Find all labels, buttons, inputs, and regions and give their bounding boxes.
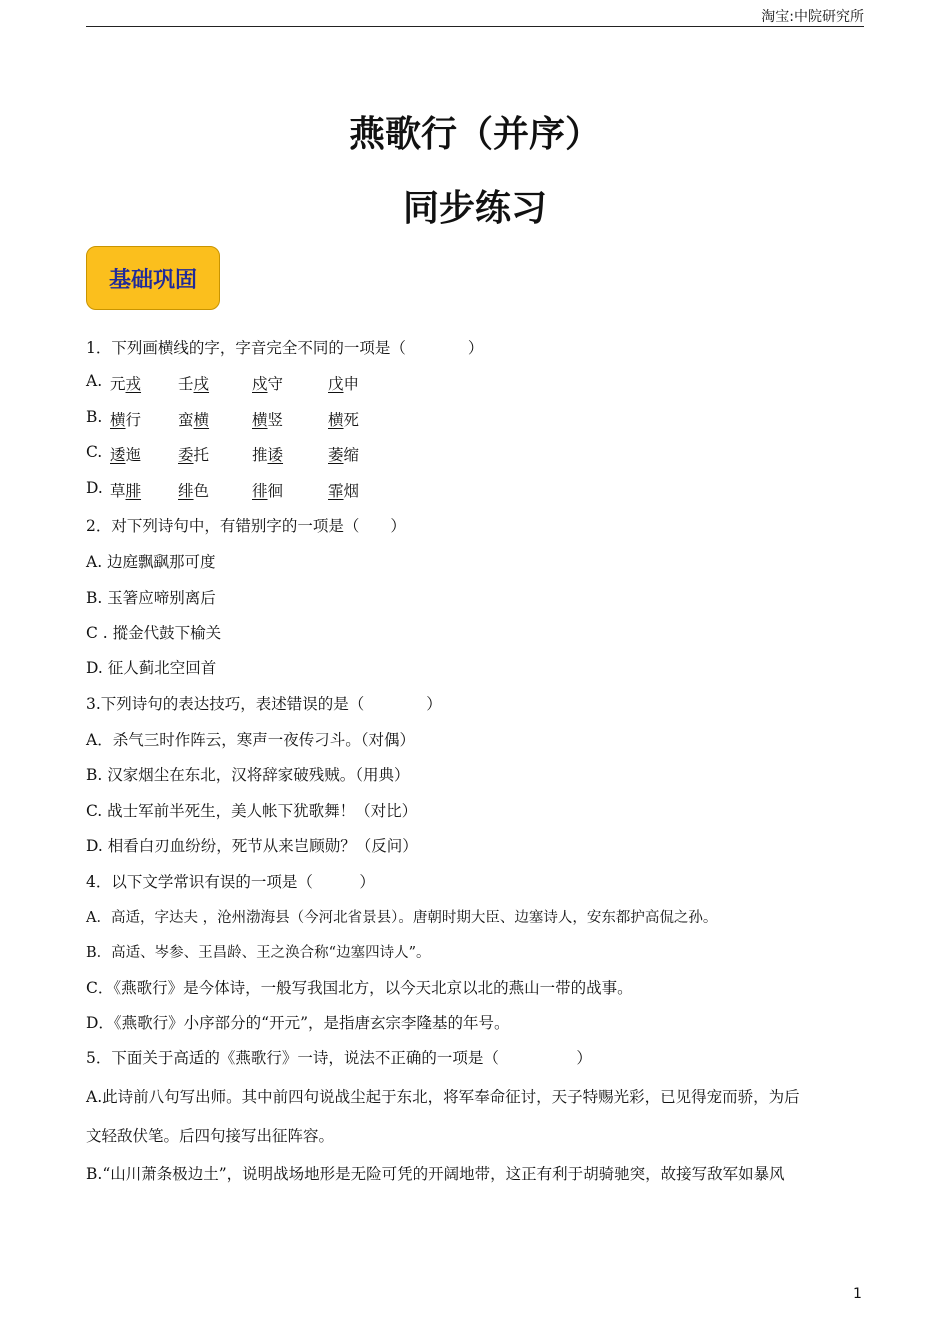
question-3-option-a: A．杀气三时作阵云，寒声一夜传刁斗。（对偶） bbox=[86, 731, 415, 749]
option-word: 蛮横 bbox=[178, 411, 210, 429]
page-header bbox=[86, 6, 864, 27]
question-2-option-b: B. 玉箸应啼别离后 bbox=[86, 589, 216, 607]
question-1-option-d bbox=[86, 479, 360, 500]
option-word: 横竖 bbox=[252, 411, 284, 429]
question-5-stem: 5．下面关于高适的《燕歌行》一诗，说法不正确的一项是（ ） bbox=[86, 1049, 592, 1067]
option-prefix: A. bbox=[86, 372, 103, 390]
option-word: 推诿 bbox=[252, 446, 284, 464]
question-1-option-a bbox=[86, 372, 360, 393]
question-1-option-b bbox=[86, 408, 360, 429]
section-badge bbox=[86, 246, 220, 310]
question-4-option-b: B．高适、岑参、王昌龄、王之涣合称“边塞四诗人”。 bbox=[86, 945, 431, 961]
question-4-option-c: C．《燕歌行》是今体诗，一般写我国北方，以今天北京以北的燕山一带的战事。 bbox=[86, 979, 633, 997]
question-3-option-b: B. 汉家烟尘在东北，汉将辞家破残贼。（用典） bbox=[86, 766, 410, 784]
question-5-option-a-line2: 文轻敌伏笔。后四句接写出征阵容。 bbox=[86, 1127, 335, 1145]
header-text: 淘宝:中院研究所 bbox=[761, 9, 864, 25]
question-3-option-c: C. 战士军前半死生，美人帐下犹歌舞！（对比） bbox=[86, 802, 418, 820]
option-word: 壬戌 bbox=[178, 375, 210, 393]
option-word: 元戎 bbox=[110, 375, 142, 393]
option-word: 戊申 bbox=[328, 375, 360, 393]
question-4-option-d: D．《燕歌行》小序部分的“开元”，是指唐玄宗李隆基的年号。 bbox=[86, 1014, 510, 1032]
option-prefix: D. bbox=[86, 479, 103, 497]
page-title: 燕歌行（并序） bbox=[348, 114, 601, 155]
option-word: 逶迤 bbox=[110, 446, 142, 464]
question-3-stem: 3.下列诗句的表达技巧，表述错误的是（ ） bbox=[86, 695, 442, 713]
question-2-option-a: A. 边庭飘飖那可度 bbox=[86, 553, 216, 571]
option-word: 萎缩 bbox=[328, 446, 360, 464]
page-number: 1 bbox=[853, 1286, 862, 1302]
option-word: 横死 bbox=[328, 411, 360, 429]
question-2-option-c: C . 摐金代鼓下榆关 bbox=[86, 624, 222, 642]
option-prefix: B. bbox=[86, 408, 103, 426]
question-5-option-b-line1: B.“山川萧条极边土”，说明战场地形是无险可凭的开阔地带，这正有利于胡骑驰突，故接写敌军如暴风 bbox=[86, 1165, 785, 1183]
section-badge-label: 基础巩固 bbox=[108, 267, 197, 293]
question-5-option-a-line1: A.此诗前八句写出师。其中前四句说战尘起于东北，将军奉命征讨，天子特赐光彩，已见得宠而骄，为后 bbox=[86, 1088, 800, 1106]
option-word: 绯色 bbox=[178, 482, 210, 500]
option-word: 戍守 bbox=[252, 375, 284, 393]
question-3-option-d: D. 相看白刃血纷纷，死节从来岂顾勋？（反问） bbox=[86, 837, 418, 855]
option-word: 霏烟 bbox=[328, 482, 360, 500]
option-word: 委托 bbox=[178, 446, 210, 464]
question-1-option-c bbox=[86, 443, 360, 464]
option-word: 徘徊 bbox=[252, 482, 284, 500]
page-subtitle: 同步练习 bbox=[402, 188, 547, 229]
question-2-stem: 2．对下列诗句中，有错别字的一项是（ ） bbox=[86, 517, 406, 535]
option-prefix: C. bbox=[86, 443, 103, 461]
question-4-option-a: A．高适，字达夫 ，沧州渤海县（今河北省景县）。唐朝时期大臣、边塞诗人，安东都护高侃之孙。 bbox=[86, 910, 718, 926]
question-4-stem: 4．以下文学常识有误的一项是（ ） bbox=[86, 873, 375, 891]
question-1-stem: 1．下列画横线的字，字音完全不同的一项是（ ） bbox=[86, 339, 484, 357]
question-2-option-d: D. 征人蓟北空回首 bbox=[86, 659, 217, 677]
option-word: 草腓 bbox=[110, 482, 142, 500]
option-word: 横行 bbox=[110, 411, 142, 429]
